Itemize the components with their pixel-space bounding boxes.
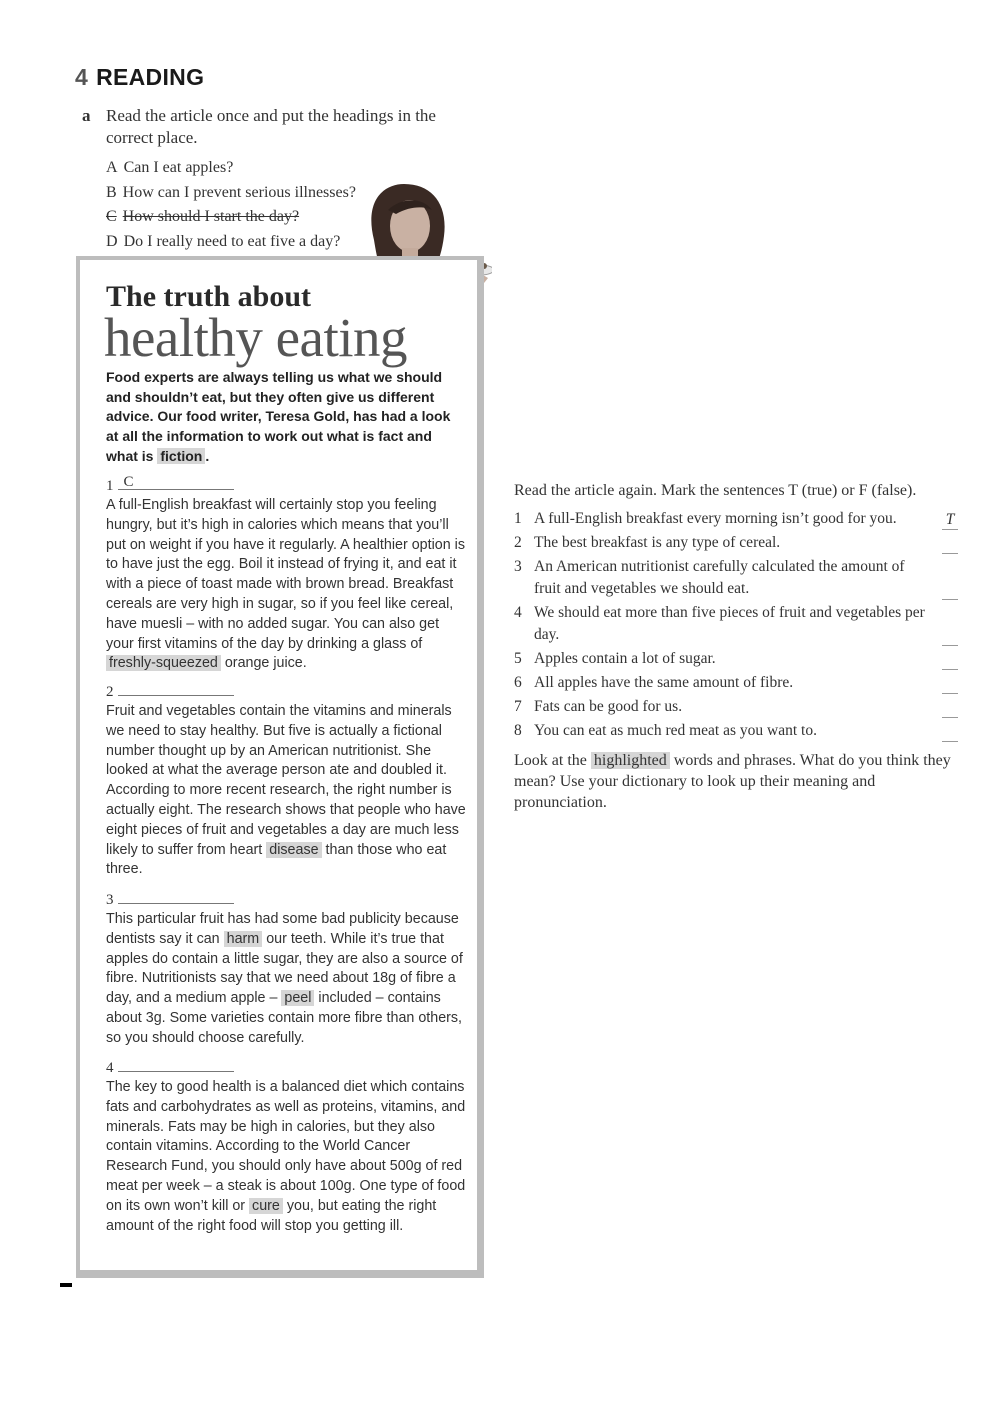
statement-number: 3 [514,558,522,575]
paragraph-number: 1 [106,478,114,494]
paragraph-text: A full-English breakfast will certainly stop you feeling hungry, but it’s high in calories which means that you’ll put on weight if you have it regularly. A healthier option is to have just the egg. Boil it instead of frying it, and eat it with a piece of toast made with brown bread. Breakfast cereals are very high in sugar, so if you feel like cereal, have muesli – with no added sugar. You can also get your first vitamins of the day by drinking a glass of [106,497,465,652]
paragraph-text: you, but eating the right amount of the right food will stop you getting ill. [106,1197,437,1234]
task-c-instruction [514,750,954,813]
article-intro [106,368,456,467]
statement-item [514,672,964,694]
article-paragraph [106,910,466,1049]
section-heading: READING [96,64,205,90]
statement-number: 7 [514,698,522,715]
paragraph-text: our teeth. While it’s true that apples do contain a little sugar, they are also a source of fibre. Nutritionists say that we need about 18g of fibre a day, and a medium apple – [106,930,463,1007]
paragraph-heading-slot [106,682,234,701]
statement-item [514,648,964,670]
answer-blank[interactable] [942,717,958,718]
statement-text: All apples have the same amount of fibre. [534,674,794,691]
heading-text: Do I really need to eat five a day? [123,232,341,250]
answer-blank[interactable] [118,1058,234,1072]
heading-text: How can I prevent serious illnesses? [122,183,356,201]
statement-text: An American nutritionist carefully calculated the amount of fruit and vegetables we should eat. [534,558,905,597]
highlighted-word: freshly-squeezed [106,655,221,671]
answer-blank[interactable] [118,476,234,490]
statement-item [514,532,964,554]
answer-blank[interactable] [118,682,234,696]
article-paragraph [106,702,466,880]
highlighted-word: highlighted [591,752,670,769]
heading-letter: C [106,208,117,225]
highlighted-word: harm [224,931,263,947]
statement-text: A full-English breakfast every morning isn’t good for you. [534,510,897,527]
heading-letter: B [106,183,117,201]
paragraph-heading-slot [106,890,234,909]
statement-number: 6 [514,674,522,691]
paragraph-text: This particular fruit has had some bad publicity because dentists say it can [106,911,459,947]
statement-text: You can eat as much red meat as you want to. [534,722,817,739]
statement-text: We should eat more than five pieces of fruit and vegetables per day. [534,604,925,643]
answer-blank[interactable] [942,669,958,670]
answer-blank[interactable] [942,645,958,646]
heading-text: Can I eat apples? [123,159,234,176]
statement-text: Apples contain a lot of sugar. [534,650,716,667]
heading-letter: D [106,232,118,250]
paragraph-text: than those who eat three. [106,841,447,878]
statement-item [514,602,964,646]
statement-item [514,720,964,742]
article-paragraph [106,496,466,674]
paragraph-number: 2 [106,684,114,700]
paragraph-text: included – contains about 3g. Some varieties contain more fibre than others, so you should choose carefully. [106,990,463,1046]
paragraph-heading-slot [106,1058,234,1077]
task-a-instruction: Read the article once and put the headings in the correct place. [106,106,436,147]
task-c-text: words and phrases. What do you think they mean? Use your dictionary to look up their meaning and pronunciation. [514,752,951,811]
task-a-letter: a [82,106,91,125]
statement-number: 1 [514,510,522,527]
statement-number: 4 [514,604,522,621]
intro-text-end: . [205,447,210,464]
answer-blank[interactable] [942,599,958,600]
statement-item [514,696,964,718]
crop-mark [60,1283,72,1287]
heading-text: How should I start the day? [122,208,300,225]
answer-blank[interactable] [942,693,958,694]
statement-text: Fats can be good for us. [534,698,683,715]
answer-blank[interactable]: T [942,511,958,530]
highlighted-word: cure [249,1198,283,1214]
statement-number: 8 [514,722,522,739]
section-number: 4 [75,64,89,90]
paragraph-heading-slot [106,476,234,495]
paragraph-number: 3 [106,892,114,908]
paragraph-text: Fruit and vegetables contain the vitamins and minerals we need to stay healthy. But five is actually a fictional number thought up by an American nutritionist. She looked at what the average person ate and doubled it. According to more recent research, the right number is actually eight. The research shows that people who have eight pieces of fruit and vegetables a day are much less likely to suffer from heart [106,703,466,858]
paragraph-number: 4 [106,1060,114,1076]
heading-option [106,156,356,181]
paragraph-text: orange juice. [224,655,307,672]
task-a [82,105,462,149]
highlighted-word: peel [281,990,314,1006]
article-paragraph [106,1078,466,1236]
paragraph-text: The key to good health is a balanced diet which contains fats and carbohydrates as well as proteins, vitamins, and minerals. Fats may be high in calories, but they also contain vitamins. According to the World Cancer Research Fund, you should only have about 500g of red meat per week – a steak is about 100g. One type of food on its own won’t kill or [106,1079,466,1214]
true-false-list [514,508,964,744]
section-title [75,64,204,91]
answer-blank[interactable] [942,553,958,554]
statement-number: 2 [514,534,522,551]
highlighted-word: fiction [157,448,205,464]
answer-blank[interactable] [942,741,958,742]
answer-text: C [123,474,134,490]
statement-item [514,508,964,530]
intro-text: Food experts are always telling us what we should and shouldn’t eat, but they often give us different advice. Our food writer, Teresa Gold, has had a look at all the information to work out what is fact and what is [106,369,451,464]
statement-text: The best breakfast is any type of cereal. [534,534,781,551]
highlighted-word: disease [266,842,321,858]
answer-blank[interactable] [118,890,234,904]
statement-number: 5 [514,650,522,667]
article-title-line1: The truth about [106,280,312,313]
article-title-line2: healthy eating [104,307,408,368]
heading-letter: A [106,159,118,176]
task-c-text: Look at the [514,752,587,769]
statement-item [514,556,964,600]
task-b-instruction: Read the article again. Mark the sentences T (true) or F (false). [514,482,917,499]
